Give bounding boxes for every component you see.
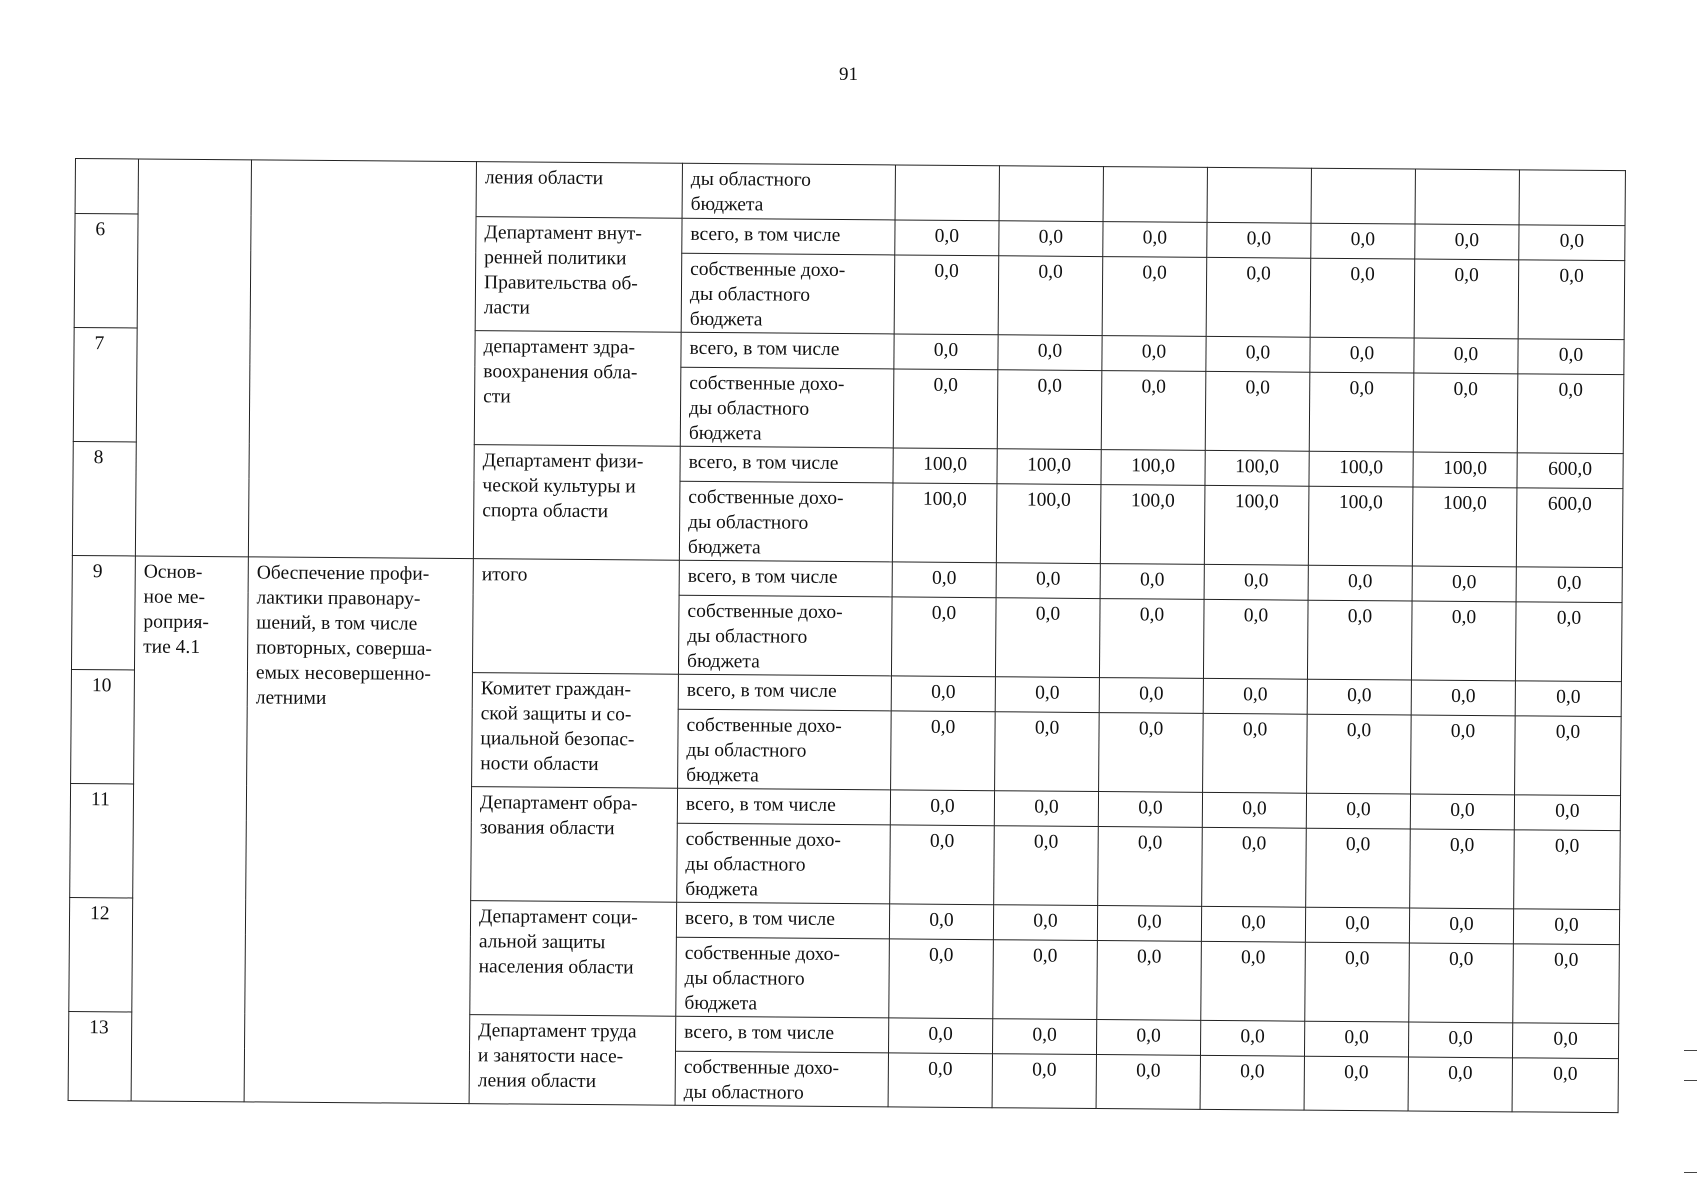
own-funds-value: 0,0 bbox=[1098, 827, 1203, 907]
own-funds-label: собственные дохо- ды областного бюджета bbox=[677, 823, 891, 904]
total-value: 0,0 bbox=[888, 1018, 992, 1054]
row-number: 11 bbox=[70, 783, 134, 897]
total-value: 0,0 bbox=[1102, 336, 1206, 372]
row-number: 6 bbox=[74, 214, 138, 328]
total-value: 0,0 bbox=[1100, 564, 1204, 600]
row-number: 13 bbox=[68, 1011, 132, 1100]
total-value: 0,0 bbox=[891, 676, 995, 712]
executor-name: итого bbox=[472, 559, 679, 675]
own-funds-value: 0,0 bbox=[1515, 716, 1622, 796]
own-funds-value: 100,0 bbox=[892, 483, 997, 563]
own-funds-value: 0,0 bbox=[1205, 371, 1310, 451]
own-funds-value: 100,0 bbox=[996, 484, 1101, 564]
own-funds-value: 0,0 bbox=[1413, 373, 1518, 453]
total-value: 0,0 bbox=[1099, 678, 1203, 714]
total-label: всего, в том числе bbox=[679, 560, 892, 597]
total-value: 0,0 bbox=[1515, 681, 1621, 717]
own-funds-value: 100,0 bbox=[1100, 485, 1205, 565]
own-funds-value: 0,0 bbox=[995, 712, 1100, 792]
own-funds-value: 0,0 bbox=[1307, 714, 1412, 794]
total-value: 0,0 bbox=[1512, 1023, 1618, 1059]
own-funds-value: 0,0 bbox=[1099, 713, 1204, 793]
total-value: 100,0 bbox=[1101, 450, 1205, 486]
own-funds-label: собственные дохо- ды областного бюджета bbox=[676, 937, 890, 1018]
own-funds-value: 0,0 bbox=[1411, 601, 1516, 681]
total-label: всего, в том числе bbox=[680, 446, 893, 483]
own-funds-value: 0,0 bbox=[1408, 1057, 1512, 1112]
own-funds-value: 0,0 bbox=[1200, 1055, 1304, 1110]
event-status: Основ- ное ме- роприя- тие 4.1 bbox=[131, 556, 248, 1102]
own-funds-value: 0,0 bbox=[1203, 599, 1308, 679]
own-funds-value: 0,0 bbox=[1206, 257, 1311, 337]
executor-name: Департамент внут- ренней политики Правительства об- ласти bbox=[475, 217, 682, 333]
total-value: 0,0 bbox=[1311, 223, 1415, 259]
own-funds-label: собственные дохо- ды областного бюджета bbox=[679, 481, 893, 562]
own-funds-value: 0,0 bbox=[1305, 942, 1410, 1022]
total-value: 0,0 bbox=[890, 790, 994, 826]
total-value: 0,0 bbox=[892, 562, 996, 598]
own-funds-value: 600,0 bbox=[1516, 488, 1623, 568]
own-funds-value: 0,0 bbox=[1203, 713, 1308, 793]
total-value: 0,0 bbox=[1203, 678, 1307, 714]
own-funds-value: 0,0 bbox=[1409, 943, 1514, 1023]
total-value: 0,0 bbox=[993, 905, 1097, 941]
total-value: 600,0 bbox=[1517, 453, 1623, 489]
own-funds-value: 100,0 bbox=[1308, 486, 1413, 566]
scan-mark bbox=[1684, 1172, 1697, 1173]
status-cell bbox=[135, 159, 251, 557]
own-funds-value: 0,0 bbox=[1201, 941, 1306, 1021]
executor-name: Департамент соци- альной защиты населения области bbox=[470, 901, 677, 1017]
own-funds-value: 0,0 bbox=[998, 256, 1103, 336]
total-value: 0,0 bbox=[1206, 336, 1310, 372]
row-number-cell bbox=[75, 159, 138, 214]
own-funds-label: собственные дохо- ды областного bbox=[675, 1051, 888, 1107]
total-value: 0,0 bbox=[992, 1019, 1096, 1055]
total-value: 0,0 bbox=[1518, 339, 1624, 375]
value-cell bbox=[1519, 170, 1625, 226]
own-funds-value: 0,0 bbox=[994, 826, 1099, 906]
total-value: 0,0 bbox=[1514, 795, 1620, 831]
own-funds-value: 0,0 bbox=[1310, 258, 1415, 338]
total-value: 0,0 bbox=[994, 791, 1098, 827]
total-value: 0,0 bbox=[1201, 906, 1305, 942]
executor-name: Департамент обра- зования области bbox=[471, 787, 678, 903]
own-funds-value: 0,0 bbox=[893, 369, 998, 449]
own-funds-value: 0,0 bbox=[1513, 944, 1620, 1024]
own-funds-value: 0,0 bbox=[1309, 372, 1414, 452]
total-value: 0,0 bbox=[1409, 908, 1513, 944]
executor-name: Департамент труда и занятости насе- ления области bbox=[469, 1015, 676, 1106]
total-value: 0,0 bbox=[894, 334, 998, 370]
total-label: всего, в том числе bbox=[682, 218, 895, 255]
total-value: 0,0 bbox=[1519, 225, 1625, 261]
value-cell bbox=[1311, 168, 1415, 224]
total-value: 0,0 bbox=[1103, 222, 1207, 258]
page-number: 91 bbox=[839, 64, 858, 85]
value-cell bbox=[1103, 167, 1207, 223]
value-cell bbox=[1207, 167, 1311, 223]
own-funds-value: 0,0 bbox=[1202, 827, 1307, 907]
total-value: 0,0 bbox=[1096, 1020, 1200, 1056]
total-label: всего, в том числе bbox=[681, 332, 894, 369]
own-funds-value: 100,0 bbox=[1412, 487, 1517, 567]
total-value: 0,0 bbox=[1408, 1022, 1512, 1058]
total-value: 100,0 bbox=[1413, 452, 1517, 488]
own-funds-value: 0,0 bbox=[1097, 941, 1202, 1021]
total-value: 0,0 bbox=[1411, 680, 1515, 716]
total-value: 0,0 bbox=[1207, 222, 1311, 258]
total-value: 0,0 bbox=[1305, 907, 1409, 943]
total-value: 0,0 bbox=[1304, 1021, 1408, 1057]
total-value: 100,0 bbox=[997, 449, 1101, 485]
name-cell bbox=[248, 160, 476, 559]
total-value: 0,0 bbox=[1414, 338, 1518, 374]
total-value: 0,0 bbox=[889, 904, 993, 940]
own-funds-value: 0,0 bbox=[997, 370, 1102, 450]
source-cell: ды областного бюджета bbox=[682, 163, 895, 220]
total-value: 0,0 bbox=[895, 220, 999, 256]
executor-name: департамент здра- воохранения обла- сти bbox=[474, 331, 681, 447]
own-funds-value: 0,0 bbox=[1096, 1055, 1200, 1110]
own-funds-label: собственные дохо- ды областного бюджета bbox=[680, 367, 894, 448]
total-value: 0,0 bbox=[999, 221, 1103, 257]
row-number: 9 bbox=[71, 555, 135, 669]
own-funds-value: 0,0 bbox=[1518, 260, 1625, 340]
own-funds-value: 0,0 bbox=[891, 711, 996, 791]
own-funds-value: 0,0 bbox=[889, 939, 994, 1019]
total-value: 0,0 bbox=[1097, 906, 1201, 942]
own-funds-value: 0,0 bbox=[890, 825, 995, 905]
own-funds-value: 0,0 bbox=[1514, 830, 1621, 910]
total-value: 0,0 bbox=[1308, 565, 1412, 601]
total-value: 0,0 bbox=[998, 335, 1102, 371]
own-funds-value: 0,0 bbox=[888, 1053, 992, 1108]
executor-name: Комитет граждан- ской защиты и со- циальной безопас- ности области bbox=[472, 673, 679, 789]
budget-table bbox=[68, 158, 1626, 1113]
own-funds-value: 0,0 bbox=[993, 940, 1098, 1020]
own-funds-value: 0,0 bbox=[894, 255, 999, 335]
total-value: 0,0 bbox=[1412, 566, 1516, 602]
own-funds-label: собственные дохо- ды областного бюджета bbox=[681, 253, 895, 334]
row-number: 10 bbox=[71, 669, 135, 783]
row-number: 7 bbox=[73, 327, 137, 441]
value-cell bbox=[1415, 169, 1519, 225]
total-value: 0,0 bbox=[995, 677, 1099, 713]
row-number: 12 bbox=[69, 897, 133, 1011]
scan-mark bbox=[1684, 1080, 1697, 1081]
own-funds-value: 0,0 bbox=[1512, 1058, 1618, 1113]
own-funds-value: 0,0 bbox=[1410, 829, 1515, 909]
total-value: 0,0 bbox=[1516, 567, 1622, 603]
own-funds-value: 0,0 bbox=[1517, 374, 1624, 454]
executor-cell: ления области bbox=[476, 162, 682, 219]
total-label: всего, в том числе bbox=[676, 1016, 889, 1053]
own-funds-value: 0,0 bbox=[1102, 257, 1207, 337]
total-value: 0,0 bbox=[1202, 792, 1306, 828]
own-funds-value: 0,0 bbox=[1304, 1056, 1408, 1111]
total-value: 0,0 bbox=[1513, 909, 1619, 945]
own-funds-value: 0,0 bbox=[1307, 600, 1412, 680]
total-value: 100,0 bbox=[1205, 450, 1309, 486]
own-funds-value: 0,0 bbox=[992, 1054, 1096, 1109]
total-value: 0,0 bbox=[1410, 794, 1514, 830]
value-cell bbox=[999, 166, 1103, 222]
own-funds-value: 100,0 bbox=[1204, 485, 1309, 565]
own-funds-value: 0,0 bbox=[995, 598, 1100, 678]
total-value: 0,0 bbox=[1310, 337, 1414, 373]
own-funds-value: 0,0 bbox=[891, 597, 996, 677]
value-cell bbox=[895, 165, 999, 221]
executor-name: Департамент физи- ческой культуры и спорта области bbox=[473, 445, 680, 561]
total-value: 0,0 bbox=[1415, 224, 1519, 260]
total-label: всего, в том числе bbox=[678, 674, 891, 711]
event-name: Обеспечение профи- лактики правонару- шений, в том числе повторных, соверша- емых несовершенно- летними bbox=[244, 557, 473, 1104]
own-funds-value: 0,0 bbox=[1414, 259, 1519, 339]
total-label: всего, в том числе bbox=[676, 902, 889, 939]
total-value: 0,0 bbox=[1098, 792, 1202, 828]
scan-mark bbox=[1684, 1050, 1697, 1051]
own-funds-value: 0,0 bbox=[1411, 715, 1516, 795]
total-value: 100,0 bbox=[1309, 451, 1413, 487]
total-value: 0,0 bbox=[1200, 1020, 1304, 1056]
total-value: 0,0 bbox=[996, 563, 1100, 599]
row-number: 8 bbox=[72, 441, 136, 555]
total-value: 0,0 bbox=[1307, 679, 1411, 715]
own-funds-value: 0,0 bbox=[1515, 602, 1622, 682]
own-funds-value: 0,0 bbox=[1306, 828, 1411, 908]
own-funds-value: 0,0 bbox=[1099, 599, 1204, 679]
own-funds-label: собственные дохо- ды областного бюджета bbox=[678, 709, 892, 790]
own-funds-label: собственные дохо- ды областного бюджета bbox=[678, 595, 892, 676]
own-funds-value: 0,0 bbox=[1101, 371, 1206, 451]
table-row bbox=[75, 159, 1625, 226]
total-value: 0,0 bbox=[1306, 793, 1410, 829]
total-label: всего, в том числе bbox=[677, 788, 890, 825]
total-value: 0,0 bbox=[1204, 564, 1308, 600]
total-value: 100,0 bbox=[893, 448, 997, 484]
